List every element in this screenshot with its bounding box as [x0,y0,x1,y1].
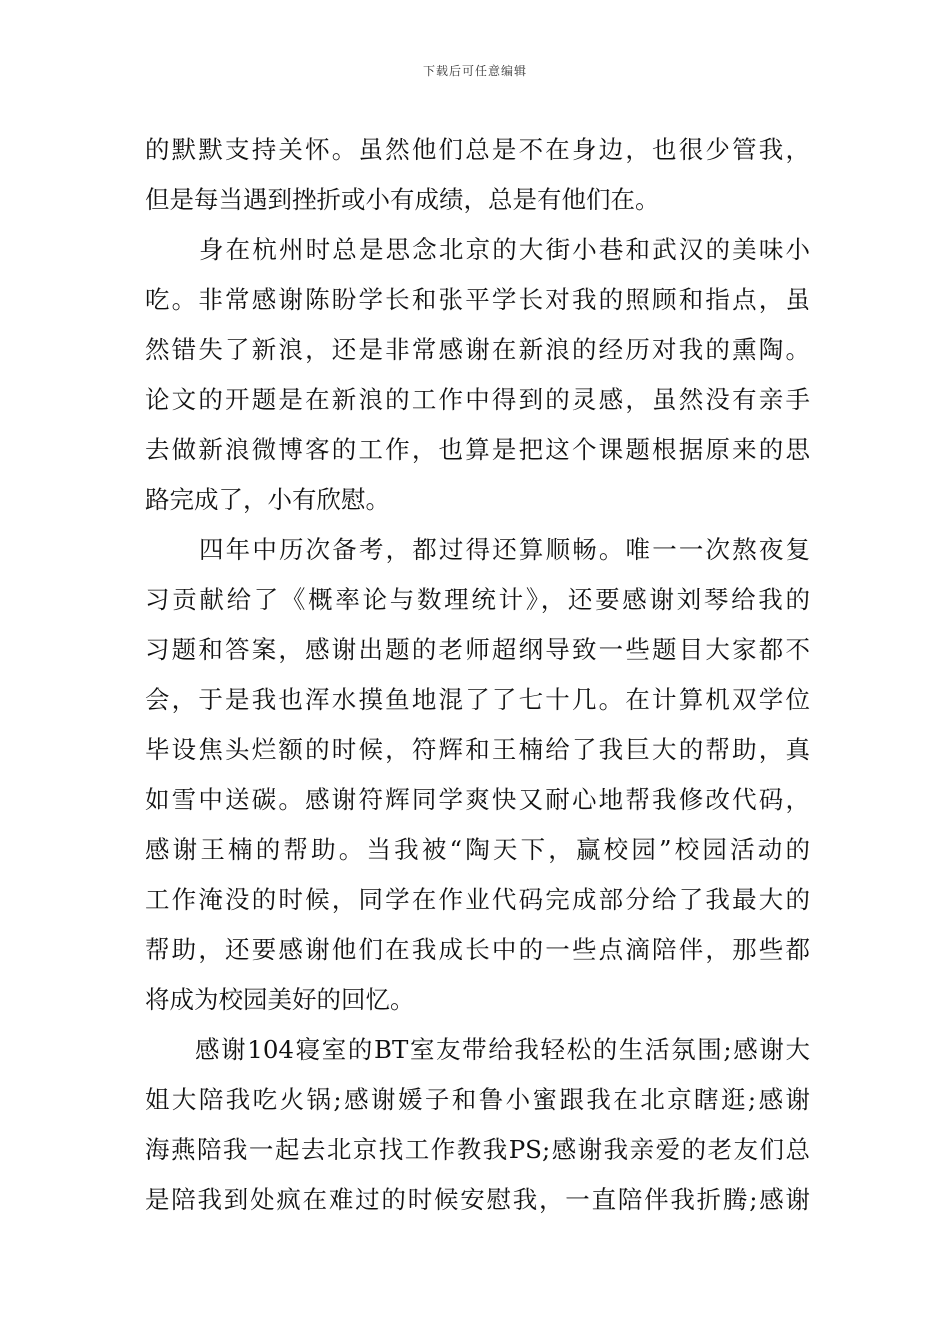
text-line: 帮助，还要感谢他们在我成长中的一些点滴陪伴，那些都 [145,935,810,964]
text-line: 但是每当遇到挫折或小有成绩，总是有他们在。 [145,185,660,214]
text-line: 如雪中送碳。感谢符辉同学爽快又耐心地帮我修改代码， [145,785,810,814]
text-line: 将成为校园美好的回忆。 [145,985,415,1014]
text-line: 感谢王楠的帮助。当我被“陶天下，赢校园”校园活动的 [145,835,810,864]
text-line: 然错失了新浪，还是非常感谢在新浪的经历对我的熏陶。 [145,335,810,364]
page-header: 下载后可任意编辑 [422,64,527,78]
paragraph-start-line: 感谢104寝室的BT室友带给我轻松的生活氛围;感谢大 [195,1035,810,1064]
text-line: 海燕陪我一起去北京找工作教我PS;感谢我亲爱的老友们总 [145,1135,810,1164]
text-line: 是陪我到处疯在难过的时候安慰我，一直陪伴我折腾;感谢 [145,1185,810,1214]
paragraph-start-line: 身在杭州时总是思念北京的大街小巷和武汉的美味小 [199,235,810,264]
body-text [145,125,810,1225]
text-line: 习贡献给了《概率论与数理统计》，还要感谢刘琴给我的 [145,585,810,614]
text-line: 姐大陪我吃火锅;感谢媛子和鲁小蜜跟我在北京瞎逛;感谢 [145,1085,810,1114]
text-line: 去做新浪微博客的工作，也算是把这个课题根据原来的思 [145,435,810,464]
text-line: 会，于是我也浑水摸鱼地混了了七十几。在计算机双学位 [145,685,810,714]
text-line: 习题和答案，感谢出题的老师超纲导致一些题目大家都不 [145,635,810,664]
text-line: 吃。非常感谢陈盼学长和张平学长对我的照顾和指点，虽 [145,285,810,314]
text-line: 路完成了，小有欣慰。 [145,485,390,514]
paragraph-start-line: 四年中历次备考，都过得还算顺畅。唯一一次熬夜复 [199,535,810,564]
text-line: 的默默支持关怀。虽然他们总是不在身边，也很少管我， [145,135,810,164]
text-line: 工作淹没的时候，同学在作业代码完成部分给了我最大的 [145,885,810,914]
text-line: 毕设焦头烂额的时候，符辉和王楠给了我巨大的帮助，真 [145,735,810,764]
text-line: 论文的开题是在新浪的工作中得到的灵感，虽然没有亲手 [145,385,810,414]
